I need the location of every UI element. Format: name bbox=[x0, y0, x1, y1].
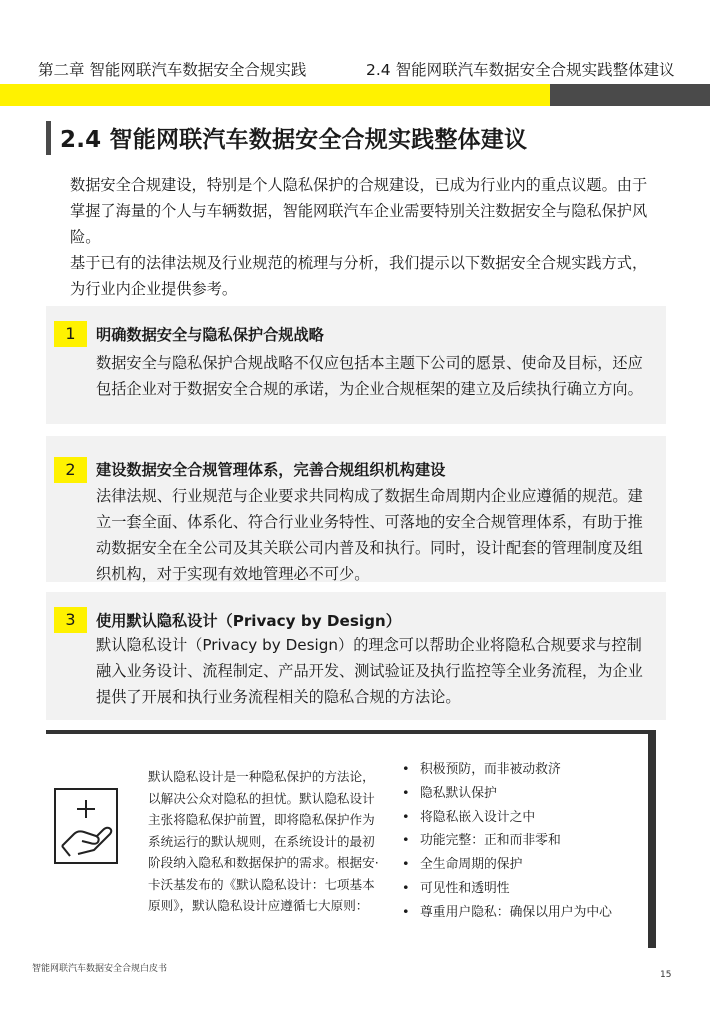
footer-document-name: 智能网联汽车数据安全合规白皮书 bbox=[32, 964, 168, 974]
recommendation-title: 明确数据安全与隐私保护合规战略 bbox=[96, 326, 324, 344]
recommendation-card-3 bbox=[46, 592, 666, 720]
list-item: • 全生命周期的保护 bbox=[402, 853, 612, 877]
recommendation-title: 使用默认隐私设计（Privacy by Design） bbox=[96, 612, 401, 630]
bullet-icon: • bbox=[402, 762, 410, 777]
running-header-section: 2.4 智能网联汽车数据安全合规实践整体建议 bbox=[366, 61, 675, 79]
page-title: 2.4 智能网联汽车数据安全合规实践整体建议 bbox=[60, 127, 528, 153]
recommendation-card-1 bbox=[46, 306, 666, 424]
recommendation-body: 法律法规、行业规范与企业要求共同构成了数据生命周期内企业应遵循的规范。建立一套全面、体系化、符合行业业务特性、可落地的安全合规管理体系，有助于推动数据安全在全公司及其关联公司内普及和执行。同时，设计配套的管理制度及组织机构，对于实现有效地管理必不可少。 bbox=[96, 487, 643, 583]
title-rule bbox=[46, 121, 51, 155]
recommendation-body: 数据安全与隐私保护合规战略不仅应包括本主题下公司的愿景、使命及目标，还应包括企业对于数据安全合规的承诺，为企业合规框架的建立及后续执行确立方向。 bbox=[96, 354, 643, 398]
privacy-by-design-info-box bbox=[46, 730, 656, 948]
info-box-description: 默认隐私设计是一种隐私保护的方法论，以解决公众对隐私的担忧。默认隐私设计主张将隐私保护前置，即将隐私保护作为系统运行的默认规则，在系统设计的最初阶段纳入隐私和数据保护的需求。根据安·卡沃基发布的《默认隐私设计：七项基本原则》，默认隐私设计应遵循七大原则： bbox=[148, 769, 379, 913]
bullet-icon: • bbox=[402, 880, 410, 896]
recommendation-body: 默认隐私设计（Privacy by Design）的理念可以帮助企业将隐私合规要求与控制融入业务设计、流程制定、产品开发、测试验证及执行监控等全业务流程，为企业提供了开展和执行业务流程相关的隐私合规的方法论。 bbox=[96, 636, 643, 706]
page-number: 15 bbox=[660, 970, 672, 980]
header-dark-bar bbox=[550, 84, 710, 106]
recommendation-title: 建设数据安全合规管理体系，完善合规组织机构建设 bbox=[96, 461, 446, 479]
list-item: • 尊重用户隐私：确保以用户为中心 bbox=[402, 901, 612, 925]
running-header-chapter: 第二章 智能网联汽车数据安全合规实践 bbox=[38, 61, 307, 79]
intro-paragraph-1: 数据安全合规建设，特别是个人隐私保护的合规建设，已成为行业内的重点议题。由于掌握了海量的个人与车辆数据，智能网联汽车企业需要特别关注数据安全与隐私保护风险。 bbox=[70, 176, 648, 246]
hand-plus-icon bbox=[54, 788, 118, 864]
bullet-icon: • bbox=[402, 857, 410, 873]
privacy-principles-list bbox=[402, 758, 612, 925]
list-item: • 将隐私嵌入设计之中 bbox=[402, 806, 612, 830]
recommendation-number: 2 bbox=[54, 457, 87, 483]
recommendation-card-2 bbox=[46, 436, 666, 582]
bullet-icon: • bbox=[402, 785, 410, 801]
list-item: • 可见性和透明性 bbox=[402, 877, 612, 901]
intro-paragraph-2: 基于已有的法律法规及行业规范的梳理与分析，我们提示以下数据安全合规实践方式，为行业内企业提供参考。 bbox=[70, 254, 648, 298]
list-item: • 功能完整：正和而非零和 bbox=[402, 829, 612, 853]
list-item: • 隐私默认保护 bbox=[402, 782, 612, 806]
recommendation-number: 3 bbox=[54, 607, 87, 633]
bullet-icon: • bbox=[402, 809, 410, 825]
bullet-icon: • bbox=[402, 833, 410, 849]
bullet-icon: • bbox=[402, 904, 410, 920]
list-item: • 积极预防，而非被动救济 bbox=[402, 758, 612, 782]
recommendation-number: 1 bbox=[54, 321, 87, 347]
header-accent-bar bbox=[0, 84, 550, 106]
